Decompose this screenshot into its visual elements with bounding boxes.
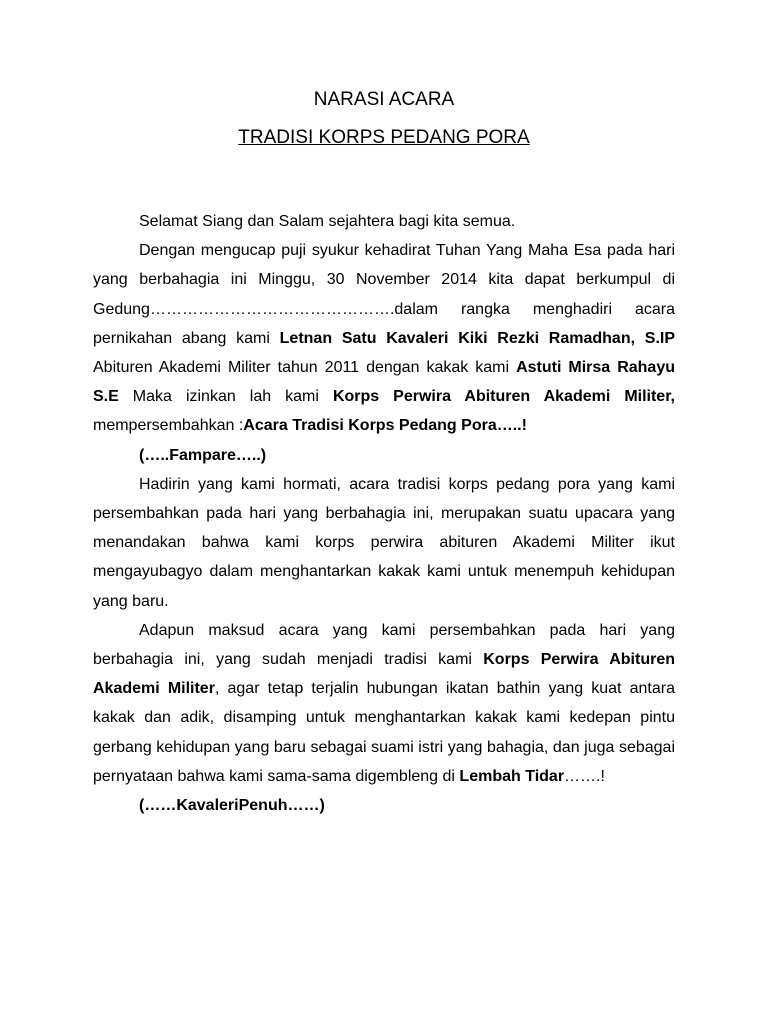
stage-cue-fampare: (…..Fampare…..): [139, 446, 267, 464]
stage-cue-kavaleri: (……KavaleriPenuh……): [139, 797, 325, 815]
event-name: Acara Tradisi Korps Pedang Pora…..!: [243, 417, 527, 435]
corps-name: Korps Perwira Abituren Akademi Militer,: [332, 388, 675, 406]
opening-text-5: mempersembahkan :: [93, 417, 244, 435]
opening-text-4: Maka izinkan lah kami: [118, 388, 333, 406]
purpose-corps-name: Korps Perwira Abituren Akademi Militer: [93, 651, 676, 698]
groom-name: Letnan Satu Kavaleri Kiki Rezki Ramadhan, S.IP: [279, 329, 676, 347]
opening-text-2: dalam rangka menghadiri acara pernikahan abang kami: [93, 300, 675, 347]
opening-text-3: Abituren Akademi Militer tahun 2011 dengan kakak kami: [93, 359, 517, 377]
venue-placeholder-dots: ……………………………………….: [149, 300, 395, 318]
opening-paragraph: [93, 236, 675, 440]
bride-name: Astuti Mirsa Rahayu S.E: [93, 359, 676, 406]
opening-text-1: Dengan mengucap puji syukur kehadirat Tuhan Yang Maha Esa pada hari yang berbahagia ini Minggu, 30 November 2014 kita dapat berkumpul di Gedung: [93, 242, 675, 318]
document-title: NARASI ACARA: [313, 89, 455, 110]
document-body: [93, 207, 675, 820]
purpose-text-2: , agar tetap terjalin hubungan ikatan bathin yang kuat antara kakak dan adik, disamping untuk menghantarkan kakak kami kedepan pintu gerbang kehidupan yang baru sebagai suami istri yang bahagia, dan juga sebagai pernyataan bahwa kami sama-sama digembleng di: [93, 680, 675, 785]
place-name: Lembah Tidar: [459, 767, 565, 785]
document-page: [93, 0, 675, 1024]
purpose-text-1: Adapun maksud acara yang kami persembahkan pada hari yang berbahagia ini, yang sudah menjadi tradisi kami: [93, 621, 675, 669]
purpose-text-3: …….!: [564, 767, 605, 785]
meaning-paragraph: Hadirin yang kami hormati, acara tradisi korps pedang pora yang kami persembahkan pada hari yang berbahagia ini, merupakan suatu upacara yang menandakan bahwa kami korps perwira abituren Akademi Militer ikut mengayubagyo dalam menghantarkan kakak kami untuk menempuh kehidupan yang baru.: [93, 475, 675, 610]
purpose-paragraph: [93, 616, 675, 791]
document-subtitle: TRADISI KORPS PEDANG PORA: [238, 127, 530, 148]
greeting-paragraph: Selamat Siang dan Salam sejahtera bagi kita semua.: [139, 213, 516, 230]
